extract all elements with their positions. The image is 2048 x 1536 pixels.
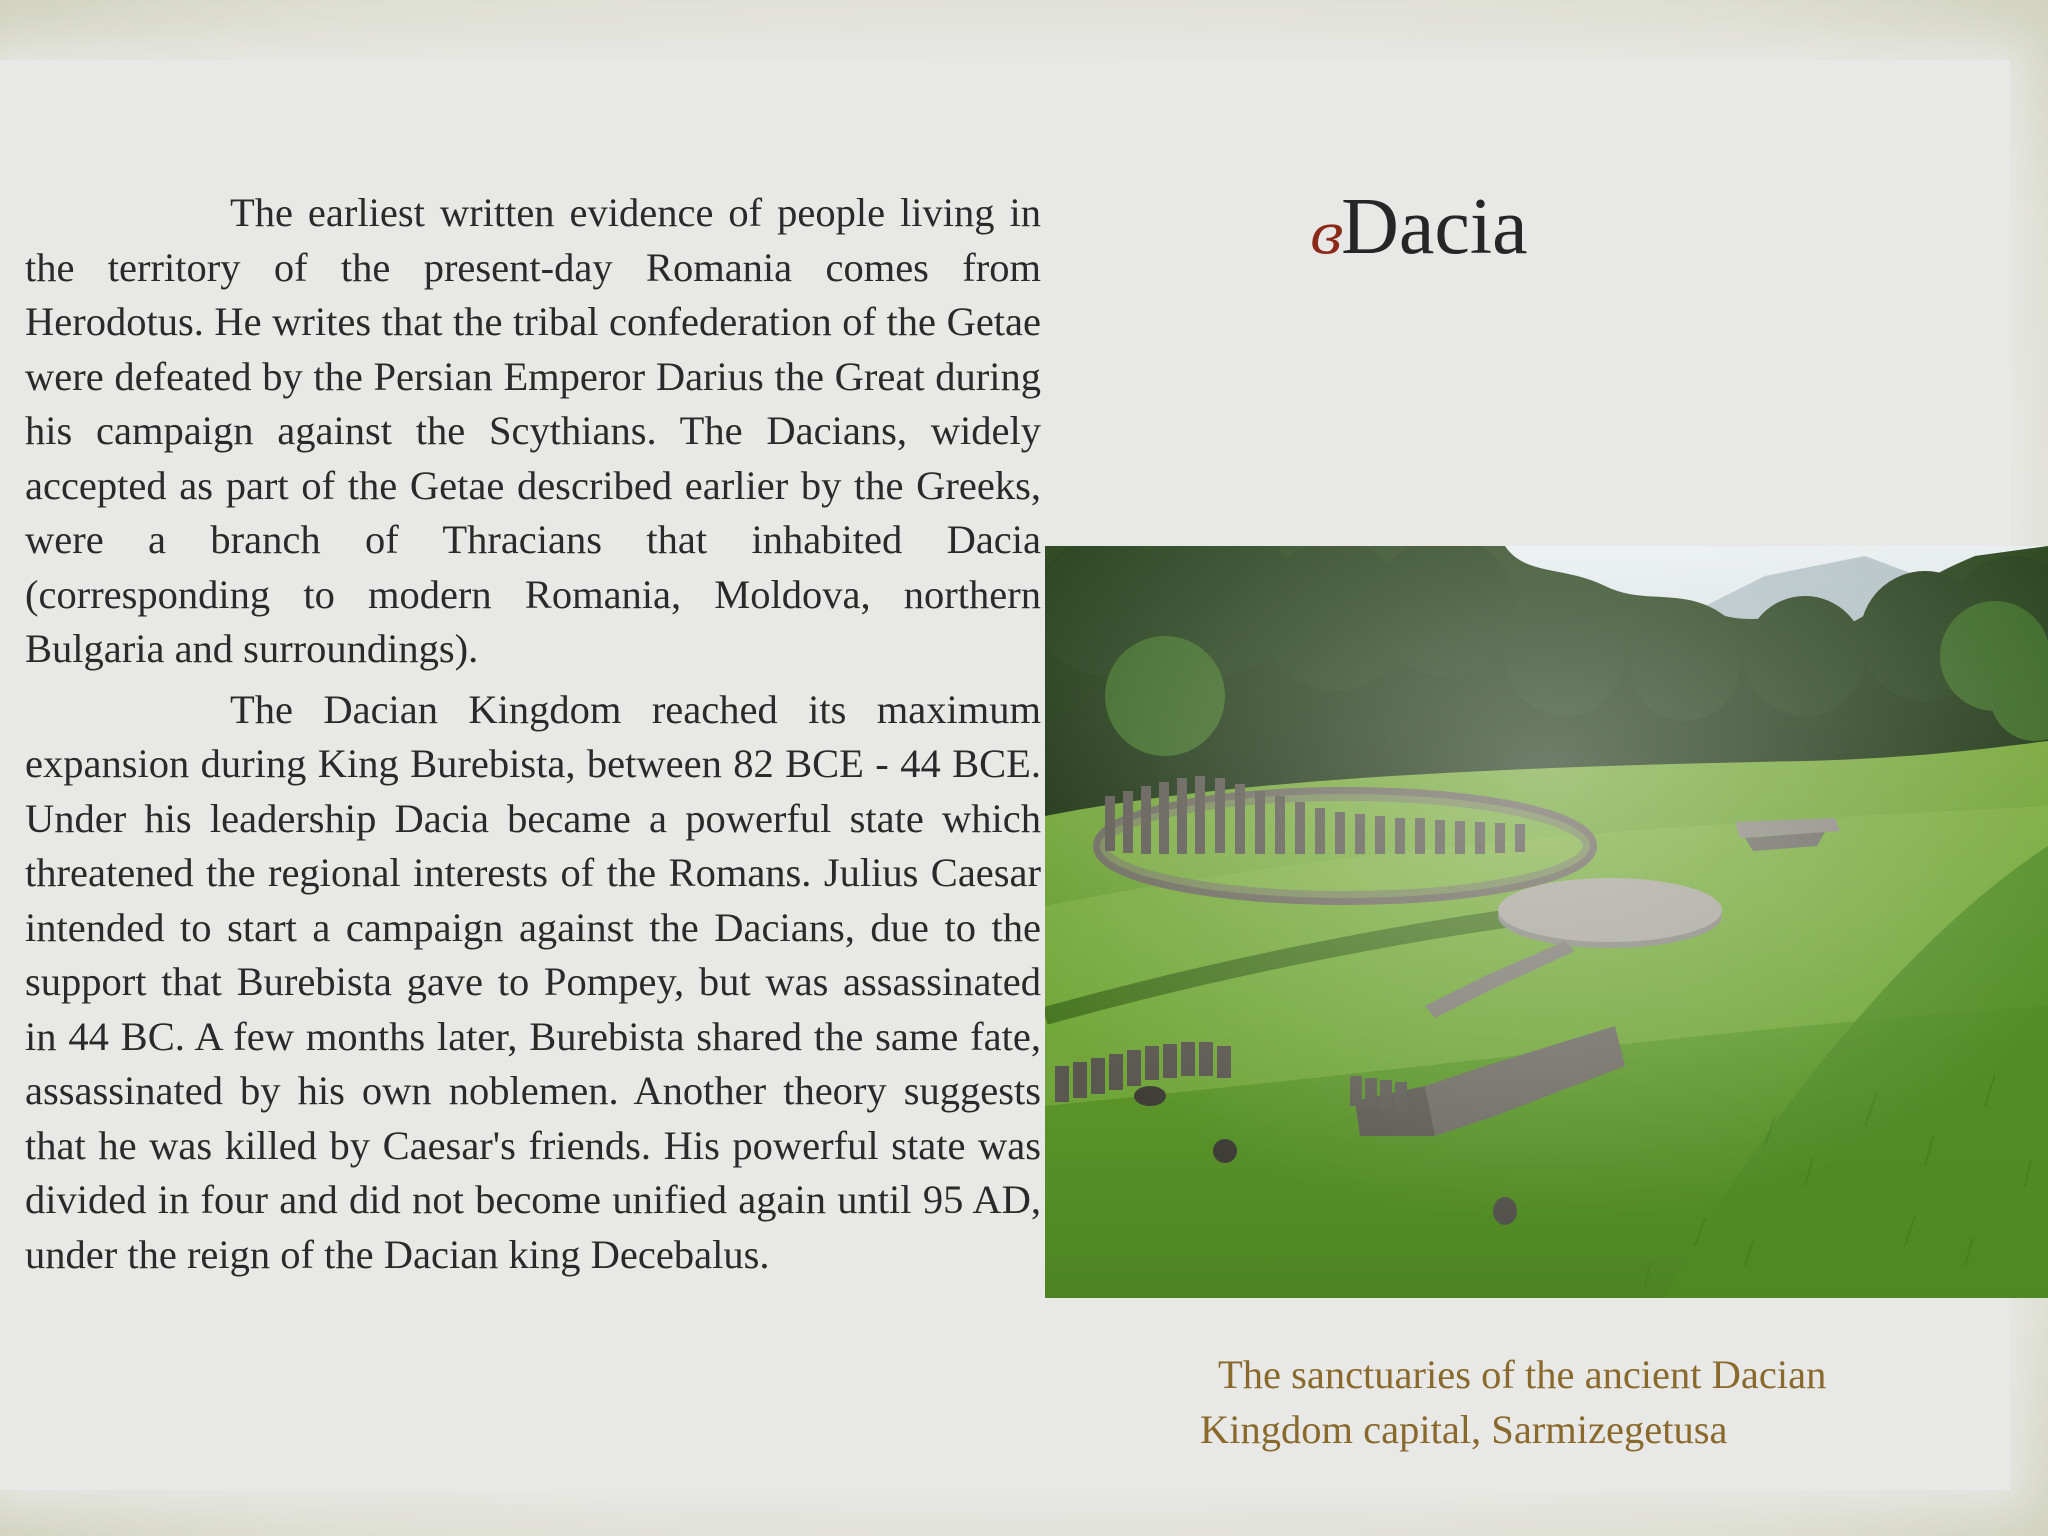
paragraph-herodotus: The earliest written evidence of people living in the territory of the present-day Romania comes from Herodotus. He writes that the tribal confederation of the Getae were defeated by the Persian Emperor Darius the Great during his campaign against the Scythians. The Dacians, widely accepted as part of the Getae described earlier by the Greeks, were a branch of Thracians that inhabited Dacia (corresponding to modern Romania, Moldova, northern Bulgaria and surroundings).	[25, 190, 1041, 671]
paragraph-burebista: The Dacian Kingdom reached its maximum expansion during King Burebista, between 82 BCE - 44 BCE. Under his leadership Dacia became a powerful state which threatened the regional interests of the Romans. Julius Caesar intended to start a campaign against the Dacians, due to the support that Burebista gave to Pompey, but was assassinated in 44 BC. A few months later, Burebista shared the same fate, assassinated by his own noblemen. Another theory suggests that he was killed by Caesar's friends. His powerful state was divided in four and did not become unified again until 95 AD, under the reign of the Dacian king Decebalus.	[25, 686, 1041, 1277]
slide-title	[1310, 182, 1528, 272]
title-text: Dacia	[1341, 183, 1528, 271]
caption-line-1: The sanctuaries of the ancient Dacian	[1218, 1352, 1827, 1397]
caption-line-2: Kingdom capital, Sarmizegetusa	[1200, 1406, 1728, 1452]
photo-caption	[1200, 1348, 1940, 1457]
body-text	[25, 186, 1041, 1288]
title-bullet-icon: ɞ	[1310, 203, 1340, 266]
sarmizegetusa-photo	[1045, 546, 2048, 1298]
